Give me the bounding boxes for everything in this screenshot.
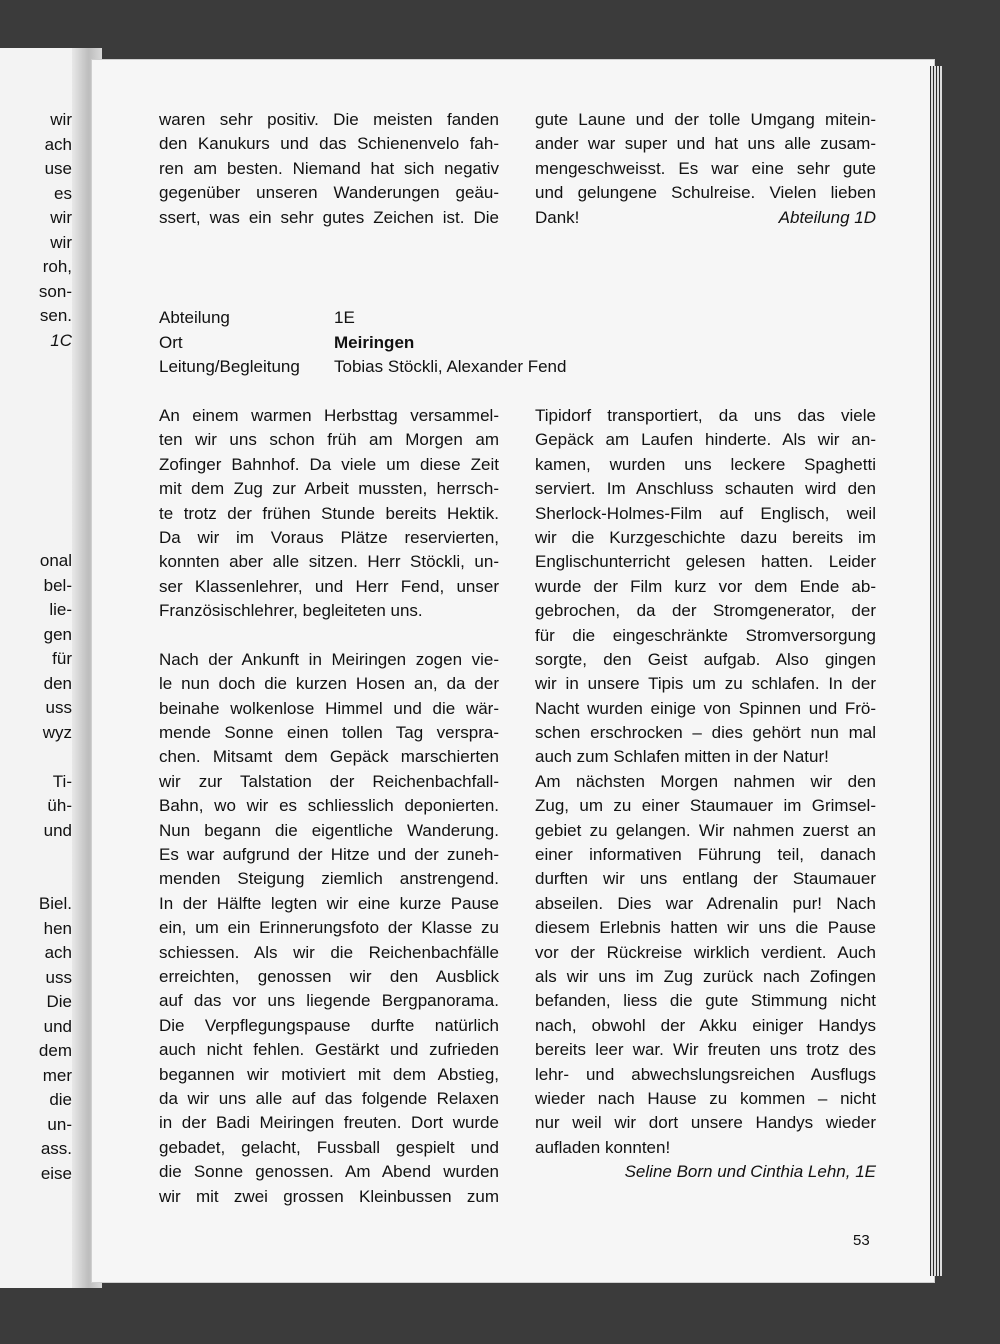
text-line: Tipidorf transportiert, da uns das viele: [535, 406, 876, 425]
text-line: einer informativen Führung teil, danach: [535, 845, 876, 865]
text-line: wir zur Talstation der Reichenbachfall-: [159, 771, 499, 791]
text-line: gebiet zu gelangen. Wir nahmen zuerst an: [535, 820, 876, 840]
text-line: gegenüber unseren Wanderungen geäu-: [159, 183, 499, 203]
text-line: serviert. Im Anschluss schauten wird den: [535, 479, 876, 499]
text-line: waren sehr positiv. Die meisten fanden: [159, 110, 499, 129]
text-line: ren am besten. Niemand hat sich negativ: [159, 158, 499, 178]
left-page-fragment: üh-: [47, 796, 72, 815]
text-line: Nun begann die eigentliche Wanderung.: [159, 820, 499, 840]
text-line: wieder nach Hause zu kommen – nicht: [535, 1088, 876, 1108]
text-line: diesem Erlebnis hatten wir uns die Pause: [535, 918, 876, 938]
text-line: nur weil wir dort unsere Handys wieder: [535, 1113, 876, 1133]
left-page-fragment: son-: [38, 281, 72, 301]
text-line: vor der Rückreise wirklich verdient. Auch: [535, 942, 876, 962]
left-page-fragment: für: [52, 649, 72, 668]
text-line: kamen, wurden uns leckere Spaghetti: [535, 454, 876, 474]
text-line: auch zum Schlafen mitten in der Natur!: [535, 747, 829, 767]
text-line: gute Laune und der tolle Umgang mitein-: [535, 110, 876, 129]
page-number: 53: [853, 1232, 870, 1249]
text-line: Zug, um zu einer Staumauer im Grimsel-: [535, 796, 876, 816]
text-line: bereits leer war. Wir freuten uns trotz des: [535, 1040, 876, 1060]
text-line: durften wir uns entlang der Staumauer: [535, 869, 876, 889]
left-page-fragment: ass.: [40, 1139, 72, 1158]
text-line: wir mit zwei grossen Kleinbussen zum: [159, 1186, 499, 1206]
meta-label-ort: Ort: [159, 332, 183, 352]
left-page-fragment: wir: [50, 110, 72, 129]
text-line: erreichten, genossen wir den Ausblick: [159, 966, 499, 986]
text-line: begannen wir motiviert mit dem Abstieg,: [159, 1064, 499, 1084]
meta-value-leitung: Tobias Stöckli, Alexander Fend: [334, 357, 567, 376]
text-line: abseilen. Dies war Adrenalin pur! Nach: [535, 893, 876, 913]
text-line: beinahe wolkenlose Himmel und die wär-: [159, 698, 499, 718]
text-line: Die Verpflegungspause durfte natürlich: [159, 1015, 499, 1035]
text-line: Bahn, wo wir es schliesslich deponierten.: [159, 796, 499, 816]
top-col2-last-line: [535, 206, 876, 230]
text-line: als wir uns im Zug zurück nach Zofingen: [535, 966, 876, 986]
text-line: schen erschrocken – dies gehört nun mal: [535, 723, 876, 743]
text-line: Nacht wurden einige von Spinnen und Frö-: [535, 698, 876, 718]
left-page-fragment: und: [43, 1016, 72, 1036]
text-line: da wir uns alle auf das folgende Relaxen: [159, 1088, 499, 1108]
left-page-fragment: Ti-: [52, 771, 72, 791]
left-page-fragment: lie-: [49, 600, 72, 619]
text-line: den Kanukurs und das Schienenvelo fah-: [159, 134, 499, 154]
left-page-fragment: und: [43, 820, 72, 840]
text-line: Englischunterricht gelesen hatten. Leider: [535, 552, 876, 572]
text-line: konnten aber alle sitzen. Herr Stöckli, un-: [159, 552, 499, 572]
article-col1: [159, 404, 499, 1209]
text-line: befanden, liess die gute Stimmung nicht: [535, 991, 876, 1011]
text-line: ten wir uns schon früh am Morgen am: [159, 430, 499, 450]
text-line: mit dem Zug zur Arbeit mussten, herrsch-: [159, 479, 499, 499]
text-line: schiessen. Als wir die Reichenbachfälle: [159, 942, 499, 962]
text-line: menden Steigung ziemlich anstrengend.: [159, 869, 499, 889]
left-page-fragment: uss: [45, 698, 72, 717]
left-page-fragment: eise: [40, 1163, 72, 1183]
text-line: gebrochen, da der Stromgenerator, der: [535, 601, 876, 621]
left-page-fragment: 1C: [50, 330, 72, 350]
text-line: ssert, was ein sehr gutes Zeichen ist. Die: [159, 207, 499, 227]
left-page-fragment: Die: [46, 992, 72, 1011]
left-page-fragment: ach: [44, 943, 72, 962]
article-col2: [535, 404, 876, 1185]
top-col2: [535, 108, 876, 230]
article-signature: Seline Born und Cinthia Lehn, 1E: [624, 1162, 876, 1182]
left-page-fragment: wir: [50, 208, 72, 227]
text-line: auf das vor uns liegende Bergpanorama.: [159, 991, 499, 1011]
left-page-fragment: roh,: [42, 257, 72, 276]
text-line: Es war aufgrund der Hitze und der zuneh-: [159, 845, 499, 865]
left-page-fragment: ach: [44, 134, 72, 154]
left-page-fragment: onal: [39, 551, 72, 570]
text-line: nach, obwohl der Akku einiger Handys: [535, 1015, 876, 1035]
text-line: Da wir im Voraus Plätze reservierten,: [159, 527, 499, 547]
left-page-fragment: gen: [43, 624, 72, 644]
meta-value-abteilung: 1E: [334, 308, 355, 327]
text-line: mende Sonne einen tollen Tag verspra-: [159, 723, 499, 743]
text-line: ser Klassenlehrer, und Herr Fend, unser: [159, 576, 499, 596]
page-edge: [930, 66, 942, 1276]
text-line: te trotz der frühen Stunde bereits Hektik.: [159, 503, 499, 523]
text-line: auch nicht fehlen. Gestärkt und zufrieden: [159, 1040, 499, 1060]
left-page-fragment: wir: [50, 232, 72, 252]
text-line: Gepäck am Laufen hinderte. Als wir an-: [535, 430, 876, 450]
left-page-fragment: bel-: [43, 575, 72, 595]
top-col1: [159, 108, 499, 230]
left-page-fragment: hen: [43, 918, 72, 938]
text-line: wurde der Film kurz vor dem Ende ab-: [535, 576, 876, 596]
text-line: Nach der Ankunft in Meiringen zogen vie-: [159, 649, 499, 669]
text-line: le nun doch die kurzen Hosen an, da der: [159, 674, 499, 694]
top-signature: Abteilung 1D: [778, 207, 876, 227]
text-line: und gelungene Schulreise. Vielen lieben: [535, 183, 876, 203]
left-page-fragment: wyz: [42, 722, 72, 742]
top-col2-last: Dank!: [535, 207, 580, 227]
text-line: An einem warmen Herbsttag versammel-: [159, 406, 499, 425]
meta-block: [159, 306, 566, 380]
text-line: lehr- und abwechslungsreichen Ausflugs: [535, 1064, 876, 1084]
text-line: gebadet, gelacht, Fussball gespielt und: [159, 1137, 499, 1157]
text-line: mengeschweisst. Es war eine sehr gute: [535, 158, 876, 178]
meta-label-abteilung: Abteilung: [159, 308, 230, 327]
left-page-fragment: den: [43, 673, 72, 693]
text-line: In der Hälfte legten wir eine kurze Pause: [159, 893, 499, 913]
text-line: wir die Kurzgeschichte dazu bereits im: [535, 527, 876, 547]
left-page-fragment: sen.: [39, 306, 72, 325]
left-page-fragment: use: [44, 159, 72, 178]
text-line: chen. Mitsamt dem Gepäck marschierten: [159, 747, 499, 767]
left-page-fragment: Biel.: [38, 894, 72, 913]
text-line: wir in unsere Tipis um zu schlafen. In der: [535, 674, 876, 694]
left-page-fragment: un-: [47, 1114, 72, 1134]
left-page-fragment: mer: [42, 1065, 72, 1085]
text-line: Sherlock-Holmes-Film auf Englisch, weil: [535, 503, 876, 523]
text-line: in der Badi Meiringen freuten. Dort wurde: [159, 1113, 499, 1133]
meta-label-leitung: Leitung/Begleitung: [159, 357, 300, 376]
article-col2-last-line: aufladen konnten!: [535, 1137, 671, 1157]
left-page-fragment: die: [49, 1090, 72, 1109]
text-line: die Sonne genossen. Am Abend wurden: [159, 1162, 499, 1182]
text-line: Französischlehrer, begleiteten uns.: [159, 601, 423, 621]
left-page-fragment: es: [54, 183, 72, 203]
text-line: Am nächsten Morgen nahmen wir den: [535, 771, 876, 791]
left-page-fragment: uss: [45, 967, 72, 987]
text-line: für die eingeschränkte Stromversorgung: [535, 625, 876, 645]
text-line: ander war super und hat uns alle zusam-: [535, 134, 876, 154]
meta-value-ort: Meiringen: [334, 332, 415, 352]
left-page-fragment: dem: [38, 1041, 72, 1060]
text-line: Zofinger Bahnhof. Da viele um diese Zeit: [159, 454, 499, 474]
text-line: ein, um ein Erinnerungsfoto der Klasse zu: [159, 918, 499, 938]
text-line: sorgte, den Geist aufgab. Also gingen: [535, 649, 876, 669]
